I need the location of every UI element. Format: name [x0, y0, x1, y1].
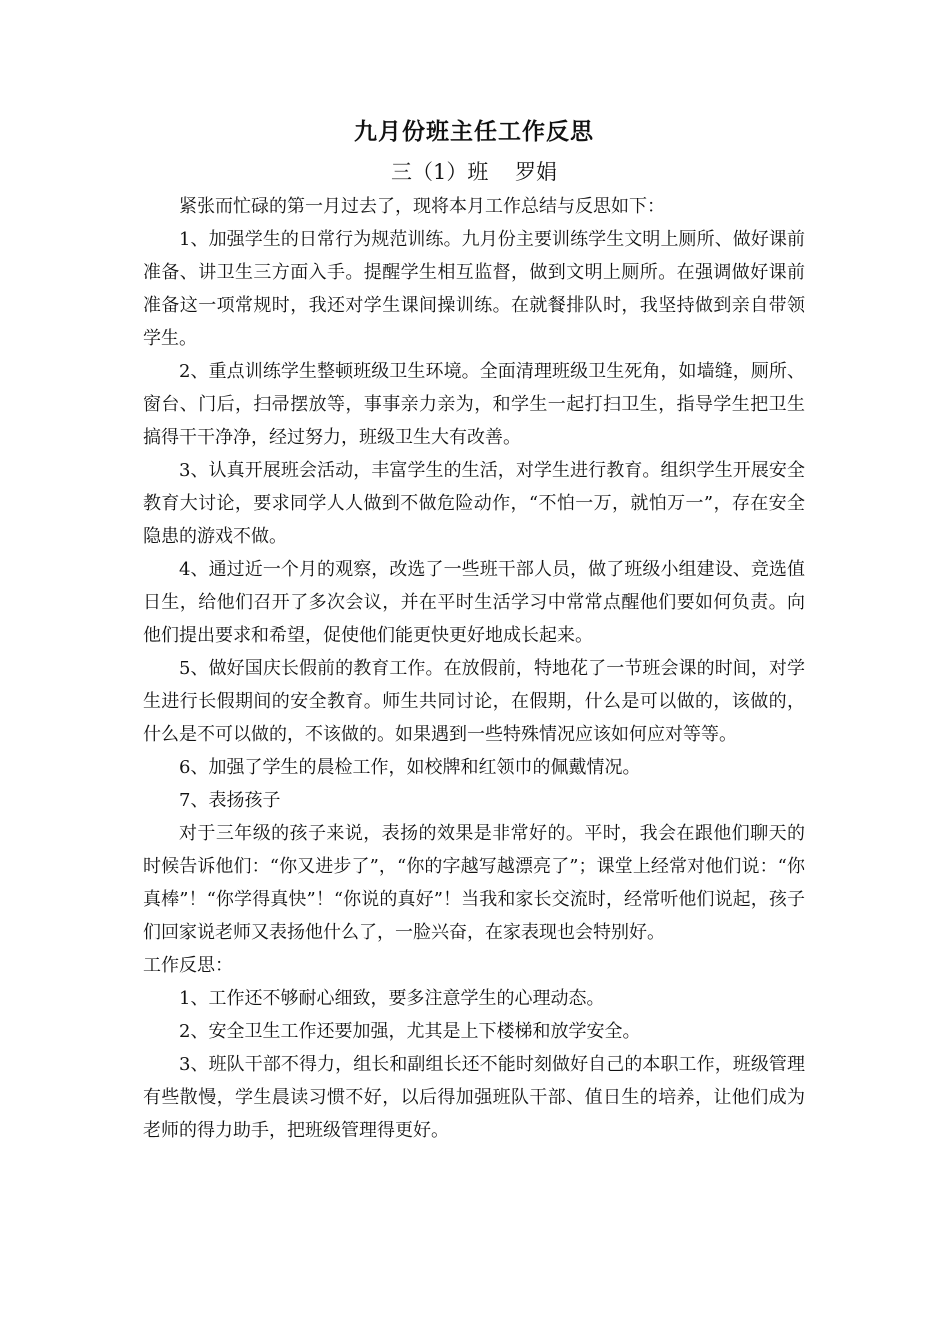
reflection-paragraph-1: 1、工作还不够耐心细致，要多注意学生的心理动态。 — [179, 988, 605, 1009]
item-paragraph-6: 6、加强了学生的晨检工作，如校牌和红领巾的佩戴情况。 — [179, 757, 641, 778]
document-subtitle: 三（1）班 罗娟 — [390, 160, 558, 184]
item-paragraph-2: 2、重点训练学生整顿班级卫生环境。全面清理班级卫生死角，如墙缝，厕所、窗台、门后，扫帚摆放等，事事亲力亲为，和学生一起打扫卫生，指导学生把卫生搞得干干净净，经过努力，班级卫生大有改善。 — [143, 361, 805, 448]
reflection-heading: 工作反思： — [143, 955, 233, 976]
praise-paragraph: 对于三年级的孩子来说，表扬的效果是非常好的。平时，我会在跟他们聊天的时候告诉他们：“你又进步了”，“你的字越写越漂亮了”；课堂上经常对他们说：“你真棒”！“你学得真快”！“你说的真好”！当我和家长交流时，经常听他们说起，孩子们回家说老师又表扬他什么了，一脸兴奋，在家表现也会特别好。 — [143, 823, 805, 943]
document-page — [143, 110, 805, 1147]
item-paragraph-4: 4、通过近一个月的观察，改选了一些班干部人员，做了班级小组建设、竞选值日生，给他们召开了多次会议，并在平时生活学习中常常点醒他们要如何负责。向他们提出要求和希望，促使他们能更快更好地成长起来。 — [143, 559, 805, 646]
item-paragraph-5: 5、做好国庆长假前的教育工作。在放假前，特地花了一节班会课的时间，对学生进行长假期间的安全教育。师生共同讨论，在假期，什么是可以做的，该做的，什么是不可以做的，不该做的。如果遇到一些特殊情况应该如何应对等等。 — [143, 658, 805, 745]
reflection-paragraph-2: 2、安全卫生工作还要加强，尤其是上下楼梯和放学安全。 — [179, 1021, 641, 1042]
item-paragraph-1: 1、加强学生的日常行为规范训练。九月份主要训练学生文明上厕所、做好课前准备、讲卫生三方面入手。提醒学生相互监督，做到文明上厕所。在强调做好课前准备这一项常规时，我还对学生课间操训练。在就餐排队时，我坚持做到亲自带领学生。 — [143, 229, 805, 349]
intro-paragraph: 紧张而忙碌的第一月过去了，现将本月工作总结与反思如下： — [179, 196, 665, 217]
reflection-paragraph-3: 3、班队干部不得力，组长和副组长还不能时刻做好自己的本职工作，班级管理有些散慢，学生晨读习惯不好，以后得加强班队干部、值日生的培养，让他们成为老师的得力助手，把班级管理得更好。 — [143, 1054, 805, 1141]
document-title: 九月份班主任工作反思 — [354, 118, 594, 145]
item-paragraph-7: 7、表扬孩子 — [179, 790, 281, 811]
item-paragraph-3: 3、认真开展班会活动，丰富学生的生活，对学生进行教育。组织学生开展安全教育大讨论，要求同学人人做到不做危险动作，“不怕一万，就怕万一”，存在安全隐患的游戏不做。 — [143, 460, 805, 547]
